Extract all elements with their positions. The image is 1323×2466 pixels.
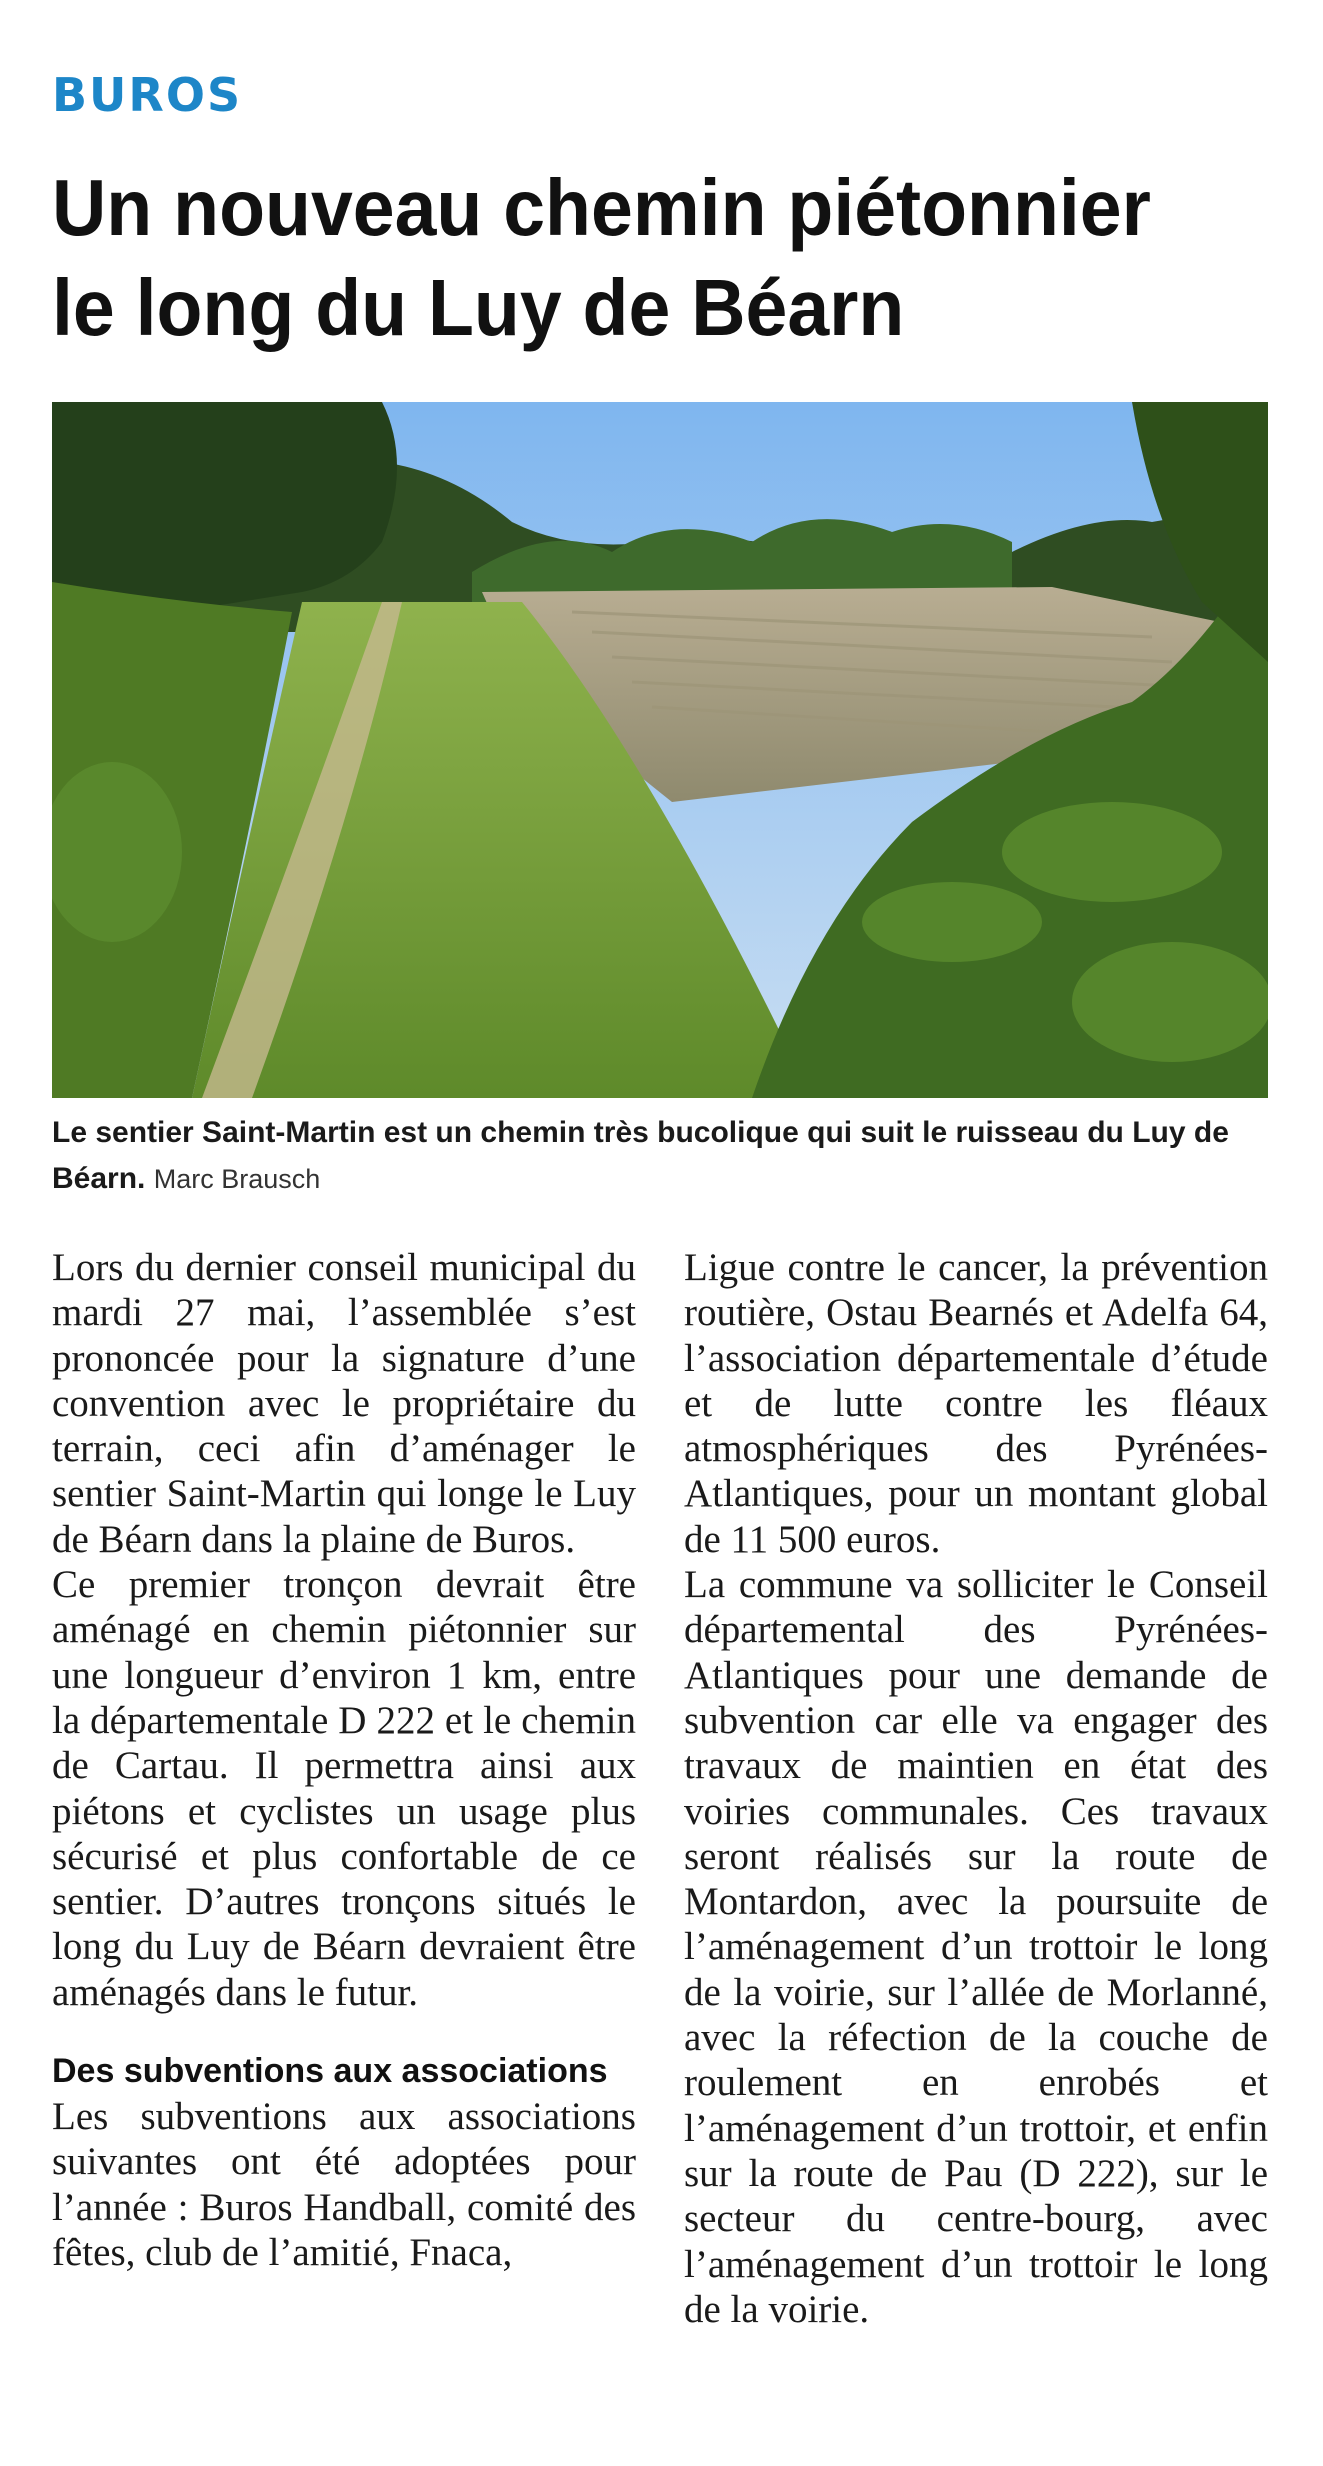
photo-credit: Marc Brausch (153, 1164, 321, 1194)
photo-caption (52, 1110, 1268, 1202)
body-paragraph: Ce premier tronçon devrait être aménagé en chemin piétonnier sur une longueur d’environ 1 km, entre la départementale D 222 et le chemin de Cartau. Il permettra ainsi aux piétons et cyclistes un usage plus sécurisé et plus confortable de ce sentier. D’autres tronçons situés le long du Luy de Béarn devraient être aménagés dans le futur. (52, 1563, 636, 2014)
article-column-left (52, 1245, 636, 2275)
body-paragraph: La commune va solliciter le Conseil départemental des Pyrénées-Atlantiques pour une demande de subvention car elle va engager des travaux de maintien en état des voiries communales. Ces travaux seront réalisés sur la route de Montardon, avec la poursuite de l’aménagement d’un trottoir le long de la voirie, sur l’allée de Morlanné, avec la réfection de la couche de roulement en enrobés et l’aménagement d’un trottoir, et enfin sur la route de Pau (D 222), sur le secteur du centre-bourg, avec l’aménagement d’un trottoir le long de la voirie. (684, 1563, 1268, 2331)
article-column-right (684, 1245, 1268, 2332)
headline-line-1: Un nouveau chemin piétonnier (52, 163, 1151, 252)
article-photo (52, 402, 1268, 1098)
section-subheading: Des subventions aux associations (52, 2052, 608, 2091)
body-paragraph: Les subventions aux associations suivantes ont été adoptées pour l’année : Buros Handball, comité des fêtes, club de l’amitié, Fnaca, (52, 2095, 636, 2274)
kicker-section-label: BUROS (52, 68, 243, 122)
body-paragraph: Ligue contre le cancer, la prévention routière, Ostau Bearnés et Adelfa 64, l’association départementale d’étude et de lutte contre les fléaux atmosphériques des Pyrénées-Atlantiques, pour un montant global de 11 500 euros. (684, 1246, 1268, 1561)
body-paragraph: Lors du dernier conseil municipal du mardi 27 mai, l’assemblée s’est prononcée pour la signature d’une convention avec le propriétaire du terrain, ceci afin d’aménager le sentier Saint-Martin qui longe le Luy de Béarn dans la plaine de Buros. (52, 1246, 636, 1561)
headline-line-2: le long du Luy de Béarn (52, 263, 905, 352)
caption-text: Le sentier Saint-Martin est un chemin très bucolique qui suit le ruisseau du Luy de Béarn. (52, 1116, 1229, 1195)
article-headline (52, 158, 1208, 358)
